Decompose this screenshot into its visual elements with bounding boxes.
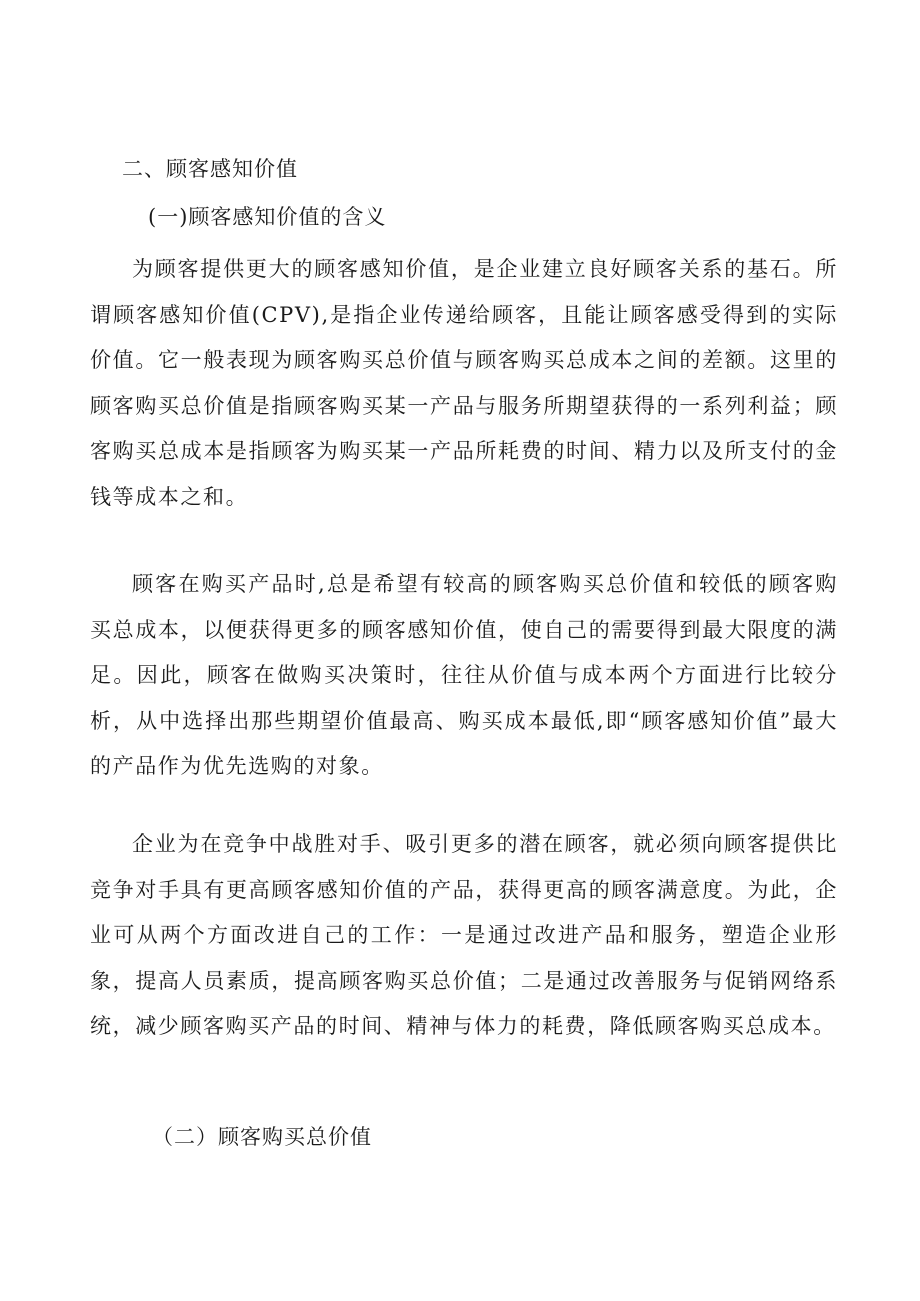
section-title: 二、顾客感知价值	[122, 157, 298, 181]
paragraph: 企业为在竞争中战胜对手、吸引更多的潜在顾客，就必须向顾客提供比竞争对手具有更高顾客感知价值的产品，获得更高的顾客满意度。为此，企业可从两个方面改进自己的工作：一是通过改进产品和服务，塑造企业形象，提高人员素质，提高顾客购买总价值；二是通过改善服务与促销网络系统，减少顾客购买产品的时间、精神与体力的耗费，降低顾客购买总成本。	[90, 832, 838, 1039]
subsection-title: （二）顾客购买总价值	[152, 1125, 372, 1149]
subsection-title: (一)顾客感知价值的含义	[148, 205, 387, 229]
paragraph: 为顾客提供更大的顾客感知价值，是企业建立良好顾客关系的基石。所谓顾客感知价值(CPV),是指企业传递给顾客，且能让顾客感受得到的实际价值。它一般表现为顾客购买总价值与顾客购买总成本之间的差额。这里的顾客购买总价值是指顾客购买某一产品与服务所期望获得的一系列利益；顾客购买总成本是指顾客为购买某一产品所耗费的时间、精力以及所支付的金钱等成本之和。	[90, 257, 838, 509]
paragraph: 顾客在购买产品时,总是希望有较高的顾客购买总价值和较低的顾客购买总成本，以便获得更多的顾客感知价值，使自己的需要得到最大限度的满足。因此，顾客在做购买决策时，往往从价值与成本两个方面进行比较分析，从中选择出那些期望价值最高、购买成本最低,即“顾客感知价值”最大的产品作为优先选购的对象。	[90, 572, 838, 779]
